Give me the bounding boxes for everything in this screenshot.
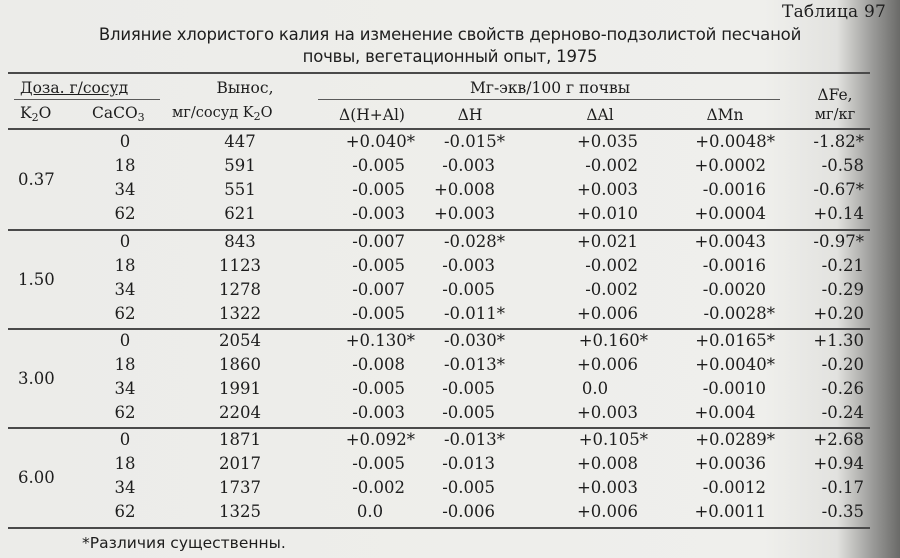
header-dose-group: Доза. г/сосуд (20, 79, 129, 97)
table-number: Таблица 97 (782, 2, 886, 22)
header-dFe-line2: мг/кг (814, 107, 856, 123)
title-line-1: Влияние хлористого калия на изменение свойств дерново-подзолистой песчаной (98, 25, 802, 44)
header-k2o: $K_2O$ (20, 104, 52, 124)
top-rule (8, 72, 870, 74)
header-dMn: ΔMn (706, 106, 744, 124)
k2o-dose: 0.37 (18, 170, 55, 189)
title-line-2: почвы, вегетационный опыт, 1975 (302, 47, 598, 66)
k2o-dose: 6.00 (18, 468, 55, 487)
header-dH: ΔH (457, 106, 483, 124)
footnote: *Различия существенны. (82, 534, 286, 552)
table-title (0, 24, 900, 68)
k2o-dose: 1.50 (18, 270, 55, 289)
header-dHAl: Δ(H+Al) (339, 106, 405, 124)
document-page: Таблица 97 Влияние хлористого калия на изменение свойств дерново-подзолистой песчаной почвы, вегетационный опыт, 1975 Доза. г/сосуд $K_2O$ CaCO$_3$ Вынос, мг/сосуд $K_2O$ Мг-экв/100 г почвы Δ(H+Al) ΔH ΔAl ΔMn ΔFe, мг/кг 0.37 0 447 +0.040* -0.015* +0.035 +0.0048* -1.82* 18 591 -0.005 -0.003 -0.002 +0.0002 -0.58 34 551 -0.005 +0.008 +0.003 -0.0016 -0.67* 62 621 -0.003 +0.003 +0.010 +0.0004 +0.14 1.50 0 843 -0.007 -0.028* +0.021 +0.0043 -0.97* 18 1123 -0.005 -0.003 -0.002 -0.0016 -0.21 34 1278 -0.007 -0.005 -0.002 -0.0020 -0.29 62 1322 -0.005 -0.011* +0.006 -0.0028* +0.20 3.00 0 2054 +0.130* -0.030* +0.160* +0.0165* +1.30 18 1860 -0.008 -0.013* +0.006 +0.0040* -0.20 34 1991 -0.005 -0.005 0.0 -0.0010 -0.26 62 2204 -0.003 -0.005 +0.003 +0.004 -0.24 6.00 0 1871 +0.092* -0.013* +0.105* +0.0289* +2.68 18 2017 -0.005 -0.013 +0.008 +0.0036 +0.94 34 1737 -0.002 -0.005 +0.003 -0.0012 -0.17 62 1325 0.0 -0.006 +0.006 +0.0011 -0.35 *Различия существенны. (0, 0, 900, 558)
k2o-dose: 3.00 (18, 369, 55, 388)
bottom-rule (8, 527, 870, 529)
header-removal-line2: мг/сосуд $K_2O$ (172, 105, 273, 123)
header-dFe-line1: ΔFe, (817, 86, 853, 104)
header-caco3: CaCO$_3$ (92, 104, 145, 124)
header-dAl: ΔAl (586, 106, 614, 124)
header-meq-group: Мг-экв/100 г почвы (469, 79, 631, 97)
header-removal-line1: Вынос, (216, 79, 274, 97)
header-meq-underline (318, 99, 780, 100)
header-rule (8, 128, 870, 130)
header-dose-underline (14, 99, 160, 100)
